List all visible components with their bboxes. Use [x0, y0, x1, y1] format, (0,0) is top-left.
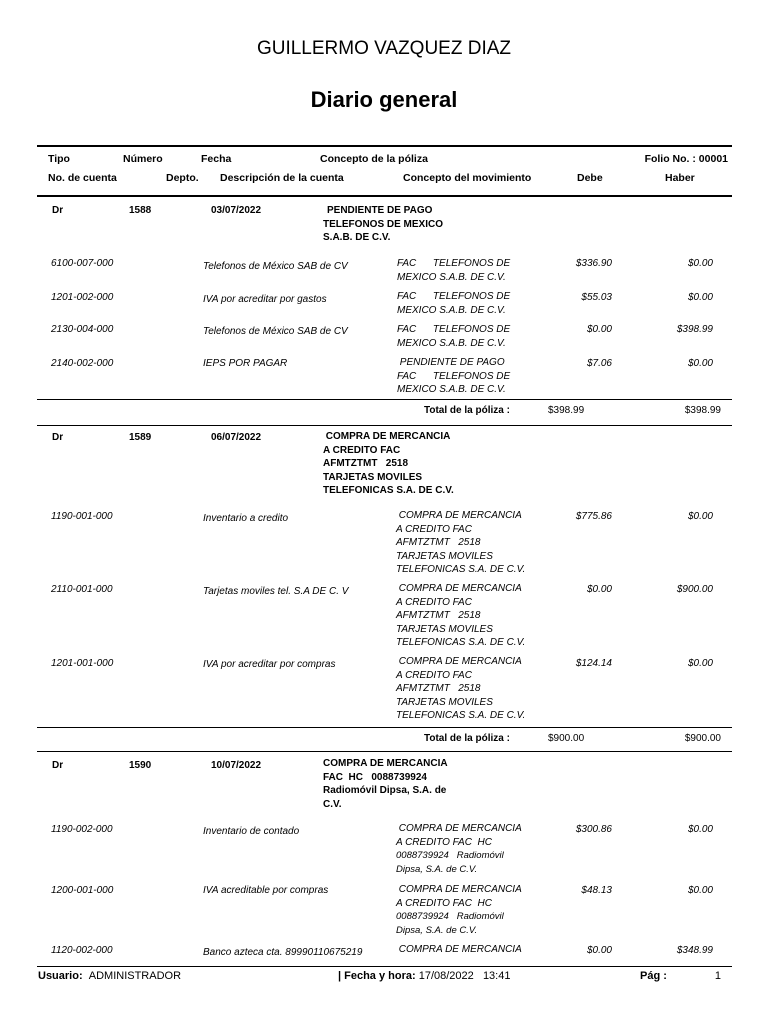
movimiento-cuenta: 1120-002-000: [51, 945, 113, 956]
movimiento-concepto: COMPRA DE MERCANCIA: [396, 944, 522, 955]
movimiento-cuenta: 2110-001-000: [51, 584, 113, 595]
movimiento-debe: $0.00: [586, 945, 612, 956]
header-debe: Debe: [577, 172, 603, 184]
poliza-concepto: COMPRA DE MERCANCIA A CREDITO FAC AFMTZTMT 2518 TARJETAS MOVILES TELEFONICAS S.A. DE C.V.: [323, 431, 454, 496]
movimiento-haber: $0.00: [687, 358, 713, 369]
movimiento-descripcion: Inventario de contado: [203, 826, 300, 837]
movimiento-descripcion: IVA por acreditar por gastos: [203, 294, 327, 305]
movimiento-cuenta: 2130-004-000: [51, 324, 114, 335]
movimiento-haber: $0.00: [687, 885, 713, 896]
header-numero: Número: [123, 153, 163, 165]
movimiento-concepto: COMPRA DE MERCANCIA A CREDITO FAC AFMTZTMT 2518 TARJETAS MOVILES TELEFONICAS S.A. DE C.V.: [396, 656, 526, 721]
header-depto: Depto.: [166, 172, 199, 184]
movimiento-descripcion: Tarjetas moviles tel. S.A DE C. V: [203, 586, 349, 597]
movimiento-concepto: FAC TELEFONOS DE MEXICO S.A.B. DE C.V.: [397, 258, 511, 283]
movimiento-cuenta: 1201-001-000: [51, 658, 114, 669]
movimiento-debe: $124.14: [575, 658, 612, 669]
movimiento-debe: $300.86: [575, 824, 612, 835]
movimiento-debe: $336.90: [575, 258, 612, 269]
header-haber: Haber: [665, 172, 695, 184]
poliza-concepto: PENDIENTE DE PAGO TELEFONOS DE MEXICO S.A.B. DE C.V.: [323, 205, 444, 243]
poliza-numero: 1590: [129, 760, 152, 771]
total-debe: $900.00: [548, 733, 585, 744]
report-title: Diario general: [310, 87, 458, 112]
header-concepto-movimiento: Concepto del movimiento: [403, 172, 532, 184]
header-tipo: Tipo: [48, 153, 70, 165]
movimiento-concepto: COMPRA DE MERCANCIA A CREDITO FAC AFMTZTMT 2518 TARJETAS MOVILES TELEFONICAS S.A. DE C.V.: [396, 510, 526, 575]
header-fecha: Fecha: [201, 153, 232, 165]
poliza-separator: [37, 751, 732, 752]
movimiento-haber: $0.00: [687, 258, 713, 269]
movimiento-cuenta: 1190-002-000: [51, 824, 113, 835]
total-haber: $900.00: [684, 733, 721, 744]
poliza-fecha: 06/07/2022: [211, 432, 262, 443]
movimiento-concepto: PENDIENTE DE PAGO FAC TELEFONOS DE MEXICO S.A.B. DE C.V.: [397, 357, 511, 395]
movimiento-cuenta: 1190-001-000: [51, 511, 113, 522]
movimiento-descripcion: IVA acreditable por compras: [203, 885, 329, 896]
movimiento-haber: $0.00: [687, 658, 713, 669]
movimiento-haber: $0.00: [687, 824, 713, 835]
movimiento-debe: $7.06: [586, 358, 612, 369]
movimiento-descripcion: Telefonos de México SAB de CV: [203, 326, 348, 337]
movimiento-debe: $0.00: [586, 324, 612, 335]
movimiento-cuenta: 1201-002-000: [51, 292, 114, 303]
total-label: Total de la póliza :: [424, 733, 510, 744]
movimiento-haber: $900.00: [676, 584, 713, 595]
total-label: Total de la póliza :: [424, 405, 510, 416]
movimiento-descripcion: IEPS POR PAGAR: [203, 358, 288, 369]
movimiento-debe: $48.13: [581, 885, 612, 896]
movimiento-descripcion: Telefonos de México SAB de CV: [203, 261, 348, 272]
footer-rule: [37, 966, 732, 967]
movimiento-debe: $775.86: [575, 511, 612, 522]
movimiento-concepto: COMPRA DE MERCANCIA A CREDITO FAC HC 0088739924 Radiomóvil Dipsa, S.A. de C.V.: [396, 823, 522, 875]
poliza-separator: [37, 425, 732, 426]
header-bottom-rule: [37, 195, 732, 197]
movimiento-debe: $0.00: [586, 584, 612, 595]
poliza-numero: 1588: [129, 205, 152, 216]
footer-pagina: 1: [714, 970, 721, 982]
poliza-tipo: Dr: [52, 760, 64, 771]
poliza-numero: 1589: [129, 432, 152, 443]
movimiento-concepto: COMPRA DE MERCANCIA A CREDITO FAC HC 0088739924 Radiomóvil Dipsa, S.A. de C.V.: [396, 884, 522, 936]
poliza-concepto: COMPRA DE MERCANCIA FAC HC 0088739924 Radiomóvil Dipsa, S.A. de C.V.: [323, 758, 448, 810]
header-top-rule: [37, 145, 732, 147]
movimiento-haber: $348.99: [676, 945, 713, 956]
total-debe: $398.99: [548, 405, 585, 416]
header-concepto-poliza: Concepto de la póliza: [320, 153, 428, 165]
poliza-tipo: Dr: [52, 432, 64, 443]
footer-pagina-label: Pág :: [640, 970, 667, 982]
poliza-fecha: 10/07/2022: [211, 760, 262, 771]
movimiento-concepto: COMPRA DE MERCANCIA A CREDITO FAC AFMTZTMT 2518 TARJETAS MOVILES TELEFONICAS S.A. DE C.V.: [396, 583, 526, 648]
poliza-fecha: 03/07/2022: [211, 205, 262, 216]
movimiento-haber: $0.00: [687, 511, 713, 522]
movimiento-concepto: FAC TELEFONOS DE MEXICO S.A.B. DE C.V.: [397, 324, 511, 349]
company-name: GUILLERMO VAZQUEZ DIAZ: [256, 38, 512, 59]
movimiento-concepto: FAC TELEFONOS DE MEXICO S.A.B. DE C.V.: [397, 291, 511, 316]
header-folio: Folio No. : 00001: [644, 153, 728, 165]
movimiento-cuenta: 1200-001-000: [51, 885, 114, 896]
movimiento-haber: $0.00: [687, 292, 713, 303]
movimiento-descripcion: Banco azteca cta. 89990110675219: [203, 947, 363, 958]
movimiento-cuenta: 2140-002-000: [51, 358, 114, 369]
movimiento-descripcion: Inventario a credito: [203, 513, 289, 524]
header-descripcion: Descripción de la cuenta: [220, 172, 344, 184]
poliza-tipo: Dr: [52, 205, 64, 216]
footer-usuario: Usuario: ADMINISTRADOR: [38, 970, 182, 982]
footer-fecha-hora: | Fecha y hora: 17/08/2022 13:41: [338, 970, 511, 982]
movimiento-descripcion: IVA por acreditar por compras: [203, 659, 336, 670]
movimiento-haber: $398.99: [676, 324, 713, 335]
header-cuenta: No. de cuenta: [48, 172, 117, 184]
movimiento-cuenta: 6100-007-000: [51, 258, 114, 269]
total-rule: [37, 727, 732, 728]
total-rule: [37, 399, 732, 400]
total-haber: $398.99: [684, 405, 721, 416]
movimiento-debe: $55.03: [581, 292, 612, 303]
